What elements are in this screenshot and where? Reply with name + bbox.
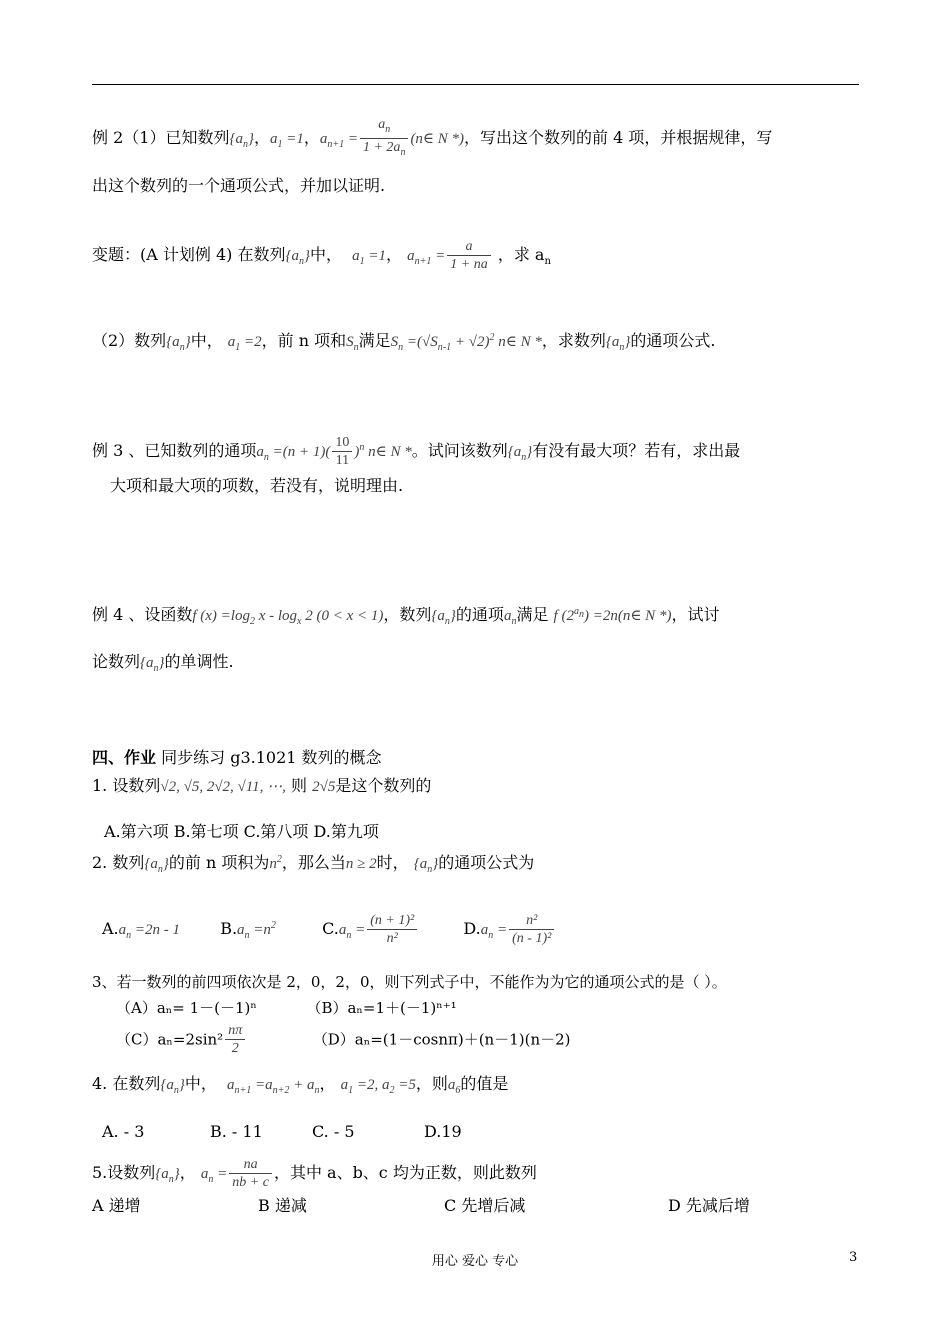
q1-val: 2√5 <box>312 779 336 795</box>
part2-text4: 的通项公式. <box>630 331 716 350</box>
ex3-line1: 例 3 、已知数列的通项$a_n =(n + 1)$( $\frac{10}{11}$ )$^n$ n∈ N *。试问该数列$\{a_n\}$有没有最大项？若有，求出最 <box>92 435 741 468</box>
q3-opt-b: （B）aₙ=1＋(－1)ⁿ⁺¹ <box>306 999 457 1017</box>
ex2-line1: 例 2（1）已知数列$\{a_n\}$，$a_1 =1$，$a_{n+1}$ = $\frac{a_n}{1 + 2a_n}$ (n∈ N *)，写出这个数列的前 4 项，并根据规律，写 <box>92 116 772 161</box>
q4-opt-c: C. - 5 <box>312 1122 355 1141</box>
q5-opt-d: D 先减后增 <box>668 1196 750 1215</box>
hw-q3: 3、若一数列的前四项依次是 2，0，2，0，则下列式子中，不能作为为它的通项公式的是（ ）。 <box>92 973 727 991</box>
q1-then: 则 <box>291 776 308 795</box>
q2-c: ，那么当 <box>281 853 346 872</box>
ex3-line2: 大项和最大项的项数，若没有，说明理由. <box>110 476 404 495</box>
q3-opt-d: （D）aₙ=(1－cosnπ)＋(n－1)(n－2) <box>312 1030 571 1049</box>
q5-fraction: $\frac{na}{nb + c}$ <box>229 1156 272 1191</box>
q2-opt-a: A. <box>102 919 119 938</box>
ex3-label: 例 3 、已知数列的通项 <box>92 441 257 460</box>
variant-label: 变题：(A 计划例 4) 在数列 <box>92 245 286 264</box>
footer-text: 用心 爱心 专心 <box>431 1254 519 1269</box>
hw-q2-options: $A.a_n =2n - 1$ $B.a_n =n^2$ $C.a_n$ = $\frac{\text{(n + 1)²}}{\text{n²}}$ $D.a_n$ = $\frac{\text{n²}}{\text{(n - 1)²}}$ <box>102 912 556 947</box>
hw-heading-bold: 四、作业 <box>92 748 157 767</box>
q3-opt-a: （A）aₙ= 1－(－1)ⁿ <box>116 999 257 1017</box>
q5-a: 5.设数列 <box>92 1163 156 1182</box>
q2-e: 的通项公式为 <box>438 853 535 872</box>
ex4-line2: 论数列$\{a_n\}$的单调性. <box>92 652 234 674</box>
ex2-line2: 出这个数列的一个通项公式，并加以证明. <box>92 176 386 195</box>
hw-heading-rest: 同步练习 g3.1021 数列的概念 <box>161 748 382 767</box>
ex3-fraction: $\frac{10}{11}$ <box>332 434 352 469</box>
ex4-line2a: 论数列 <box>92 652 141 671</box>
hw-q4: 4. 在数列$\{a_n\}$中， $a_{n+1} =a_{n+2} + a_n$， $a_1 =2$, $a_2 =5$，则$a_6$的值是 <box>92 1074 509 1096</box>
q2-d: 时， <box>376 853 409 872</box>
ex4-label: 例 4 、设函数 <box>92 605 193 624</box>
hw-q1 <box>92 776 431 797</box>
q1-b: 是这个数列的 <box>335 776 432 795</box>
q5-opt-c: C 先增后减 <box>444 1196 526 1215</box>
hw-q5: 5.设数列$\{a_n\}$， $a_n$ = $\frac{na}{nb + c}$ ，其中 a、b、c 均为正数，则此数列 <box>92 1157 537 1190</box>
q2-b: 的前 n 项积为 <box>168 853 270 872</box>
part2-text3: ，求数列 <box>541 331 606 350</box>
hw-q2: 2. 数列$\{a_n\}$的前 n 项积为$n^2$，那么当n ≥ 2时， $\{a_n\}$的通项公式为 <box>92 853 535 875</box>
part2-label: （2）数列 <box>92 331 167 350</box>
ex4-text1: ，数列 <box>383 605 432 624</box>
hw-heading <box>92 748 382 768</box>
q5-b: ， <box>179 1163 196 1182</box>
hw-q1-options: A.第六项 B.第七项 C.第八项 D.第九项 <box>104 822 379 841</box>
q2-cond: n ≥ 2 <box>345 856 377 872</box>
q4-c: ，则 <box>415 1074 448 1093</box>
hw-q5-options <box>92 1196 750 1216</box>
ex4-text2: 的通项 <box>455 605 504 624</box>
q3-c-fraction: $\frac{n\pi}{2}$ <box>225 1022 245 1057</box>
hw-q4-options <box>102 1122 462 1142</box>
ex2-fraction: $\frac{a_n}{1 + 2a_n}$ <box>360 116 408 161</box>
q4-opt-b: B. - 11 <box>210 1122 263 1141</box>
part2-text2: 满足 <box>358 331 391 350</box>
q5-c: ，其中 a、b、c 均为正数，则此数列 <box>273 1163 537 1182</box>
q4-a: 4. 在数列 <box>92 1074 161 1093</box>
q2-opt-c: C. <box>322 919 339 938</box>
ex4-text3: 满足 <box>516 605 549 624</box>
q4-opt-a: A. - 3 <box>102 1122 145 1141</box>
ex3-text1: 。试问该数列 <box>411 441 508 460</box>
q2-opt-d: D. <box>463 919 481 938</box>
ex2-cond: (n∈ N *) <box>410 130 465 147</box>
variant-line: 变题：(A 计划例 4) 在数列$\{a_n\}$中， $a_1 =1$， $a_{n+1}$ = $\frac{a}{1 + na}$ ，求 $a_n$ <box>92 239 551 272</box>
ex4-line1: 例 4 、设函数f $(x) =\log_2$ x - $\log_x 2$ (0 < x < 1)，数列$\{a_n\}$的通项$a_n$满足 f $(2^{a_n})$ =2n(n∈ N *)，试讨 <box>92 605 720 627</box>
variant-mid: 中， <box>309 245 342 264</box>
ex4-text4: ，试讨 <box>671 605 720 624</box>
ex4-line2b: 的单调性. <box>164 652 234 671</box>
q1-a: 1. 设数列 <box>92 776 161 795</box>
q1-seq: √2, √5, 2√2, √11, ⋯, <box>160 779 286 795</box>
ex2-text: 例 2（1）已知数列 <box>92 127 230 147</box>
q5-opt-a: A 递增 <box>92 1196 141 1215</box>
part2-mid: 中， <box>190 331 223 350</box>
q5-opt-b: B 递减 <box>258 1196 307 1215</box>
page-number: 3 <box>849 1250 858 1265</box>
part2-a1: =2 <box>244 334 262 350</box>
ex3-text2: 有没有最大项？若有，求出最 <box>532 441 741 460</box>
q2-d-fraction: $\frac{\text{n²}}{\text{(n - 1)²}}$ <box>509 912 554 947</box>
q4-d: 的值是 <box>460 1074 509 1093</box>
q3-opt-c: （C）aₙ=2sin² <box>116 1030 224 1049</box>
part2-text1: ，前 n 项和 <box>261 331 347 350</box>
variant-tail: ，求 a <box>497 245 545 264</box>
ex2-text-b: ，写出这个数列的前 4 项，并根据规律，写 <box>464 127 773 147</box>
q2-a: 2. 数列 <box>92 853 145 872</box>
variant-fraction: $\frac{a}{1 + na}$ <box>447 238 490 273</box>
q4-b: 中， <box>184 1074 217 1093</box>
hw-q3-ab <box>116 998 457 1018</box>
q4-opt-d: D.19 <box>424 1122 462 1141</box>
hw-q3-cd <box>116 1022 571 1057</box>
part2-line: （2）数列$\{a_n\}$中， $a_1 =2$，前 n 项和$S_n$满足$S_n =(√S_{n-1} + √2)^2$ n∈ N *，求数列$\{a_n\}$的通项公式. <box>92 331 716 353</box>
q2-opt-b: B. <box>220 919 238 938</box>
q2-c-fraction: $\frac{\text{(n + 1)²}}{\text{n²}}$ <box>367 912 417 947</box>
header-rule <box>92 84 859 85</box>
